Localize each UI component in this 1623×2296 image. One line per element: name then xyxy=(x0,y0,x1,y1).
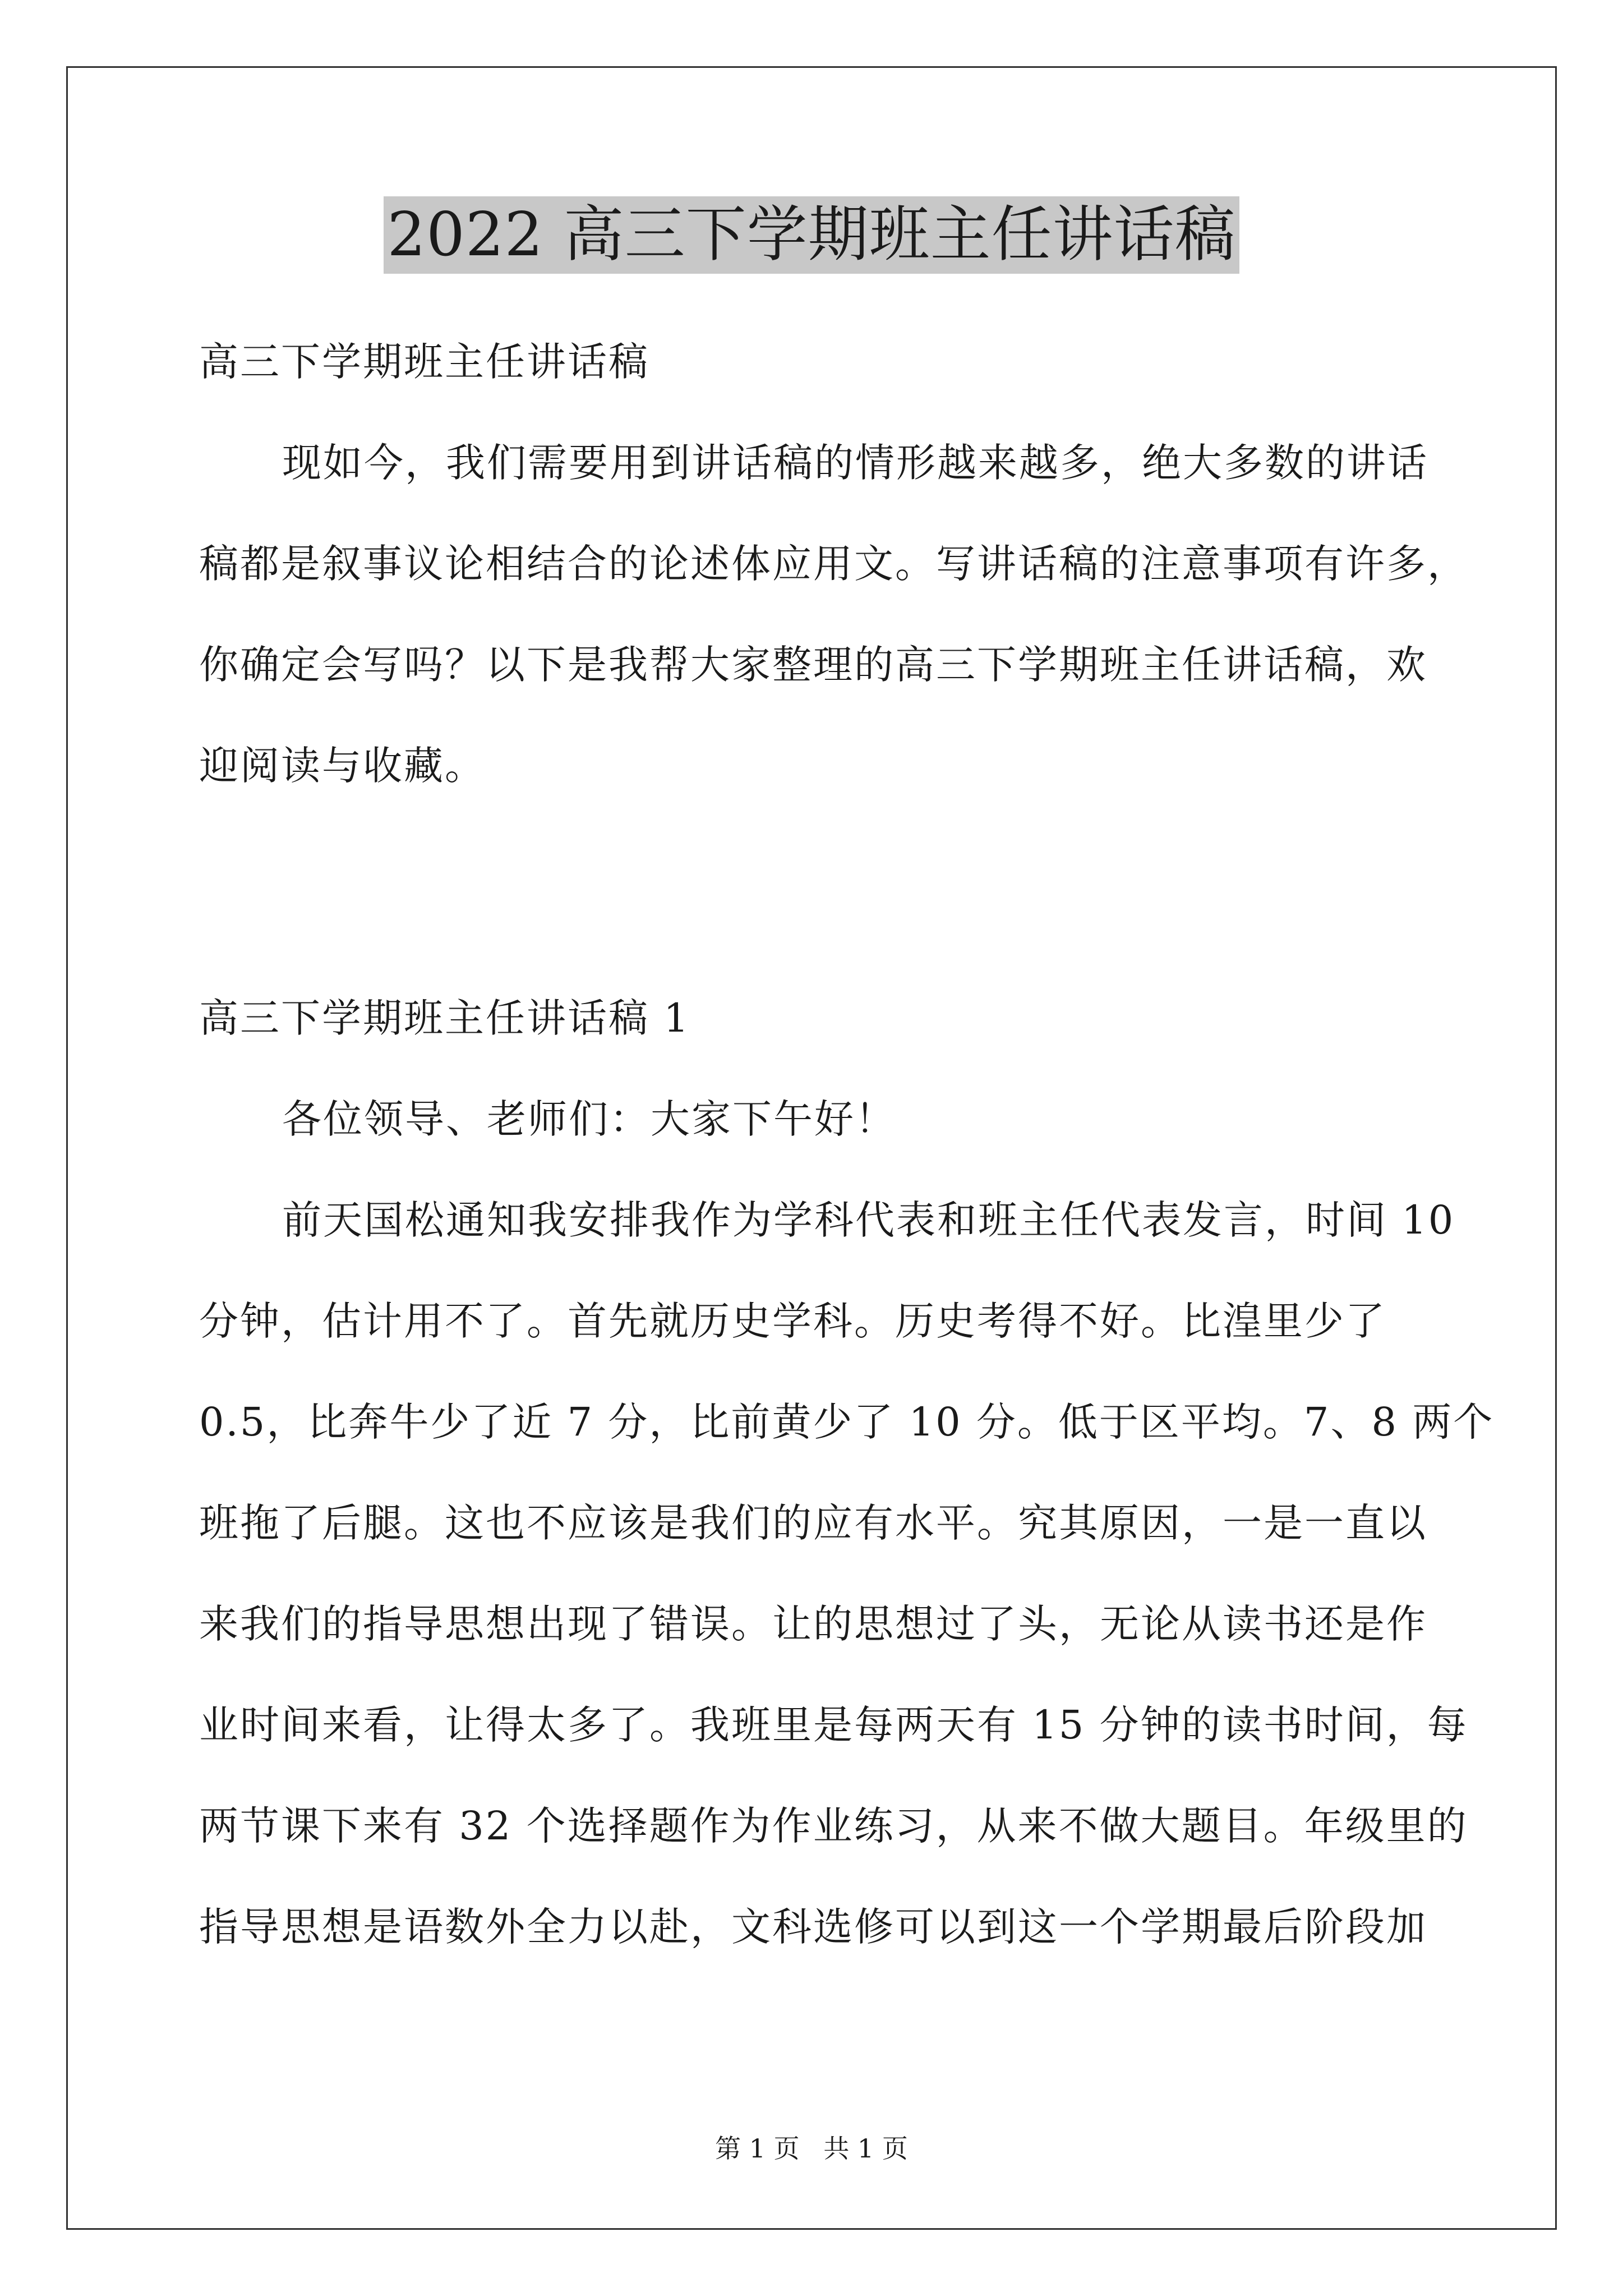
paragraph-line: 两节课下来有 32 个选择题作为作业练习，从来不做大题目。年级里的 xyxy=(199,1803,1468,1849)
paragraph-line: 分钟，估计用不了。首先就历史学科。历史考得不好。比湟里少了 xyxy=(199,1298,1386,1344)
document-title: 2022 高三下学期班主任讲话稿 xyxy=(384,196,1239,274)
paragraph-line: 0.5，比奔牛少了近 7 分，比前黄少了 10 分。低于区平均。7、8 两个 xyxy=(199,1399,1495,1445)
section-heading: 高三下学期班主任讲话稿 1 xyxy=(199,995,690,1041)
paragraph-line: 你确定会写吗？以下是我帮大家整理的高三下学期班主任讲话稿，欢 xyxy=(199,642,1427,688)
paragraph-line: 现如今，我们需要用到讲话稿的情形越来越多，绝大多数的讲话 xyxy=(282,440,1428,486)
paragraph-line: 指导思想是语数外全力以赴，文科选修可以到这一个学期最后阶段加 xyxy=(199,1904,1427,1950)
paragraph-line: 来我们的指导思想出现了错误。让的思想过了头，无论从读书还是作 xyxy=(199,1601,1427,1647)
page-total: 共 1 页 xyxy=(823,2133,908,2164)
page-number: 第 1 页 xyxy=(715,2133,800,2164)
paragraph-line: 业时间来看，让得太多了。我班里是每两天有 15 分钟的读书时间，每 xyxy=(199,1702,1468,1748)
section-heading: 高三下学期班主任讲话稿 xyxy=(199,339,649,385)
paragraph-line: 稿都是叙事议论相结合的论述体应用文。写讲话稿的注意事项有许多， xyxy=(199,541,1468,587)
paragraph-line: 班拖了后腿。这也不应该是我们的应有水平。究其原因，一是一直以 xyxy=(199,1500,1427,1546)
paragraph-line: 迎阅读与收藏。 xyxy=(199,743,486,789)
title-container xyxy=(0,196,1623,274)
paragraph-line: 各位领导、老师们：大家下午好！ xyxy=(282,1096,896,1142)
page-footer xyxy=(0,2132,1623,2165)
paragraph-line: 前天国松通知我安排我作为学科代表和班主任代表发言，时间 10 xyxy=(282,1197,1455,1243)
